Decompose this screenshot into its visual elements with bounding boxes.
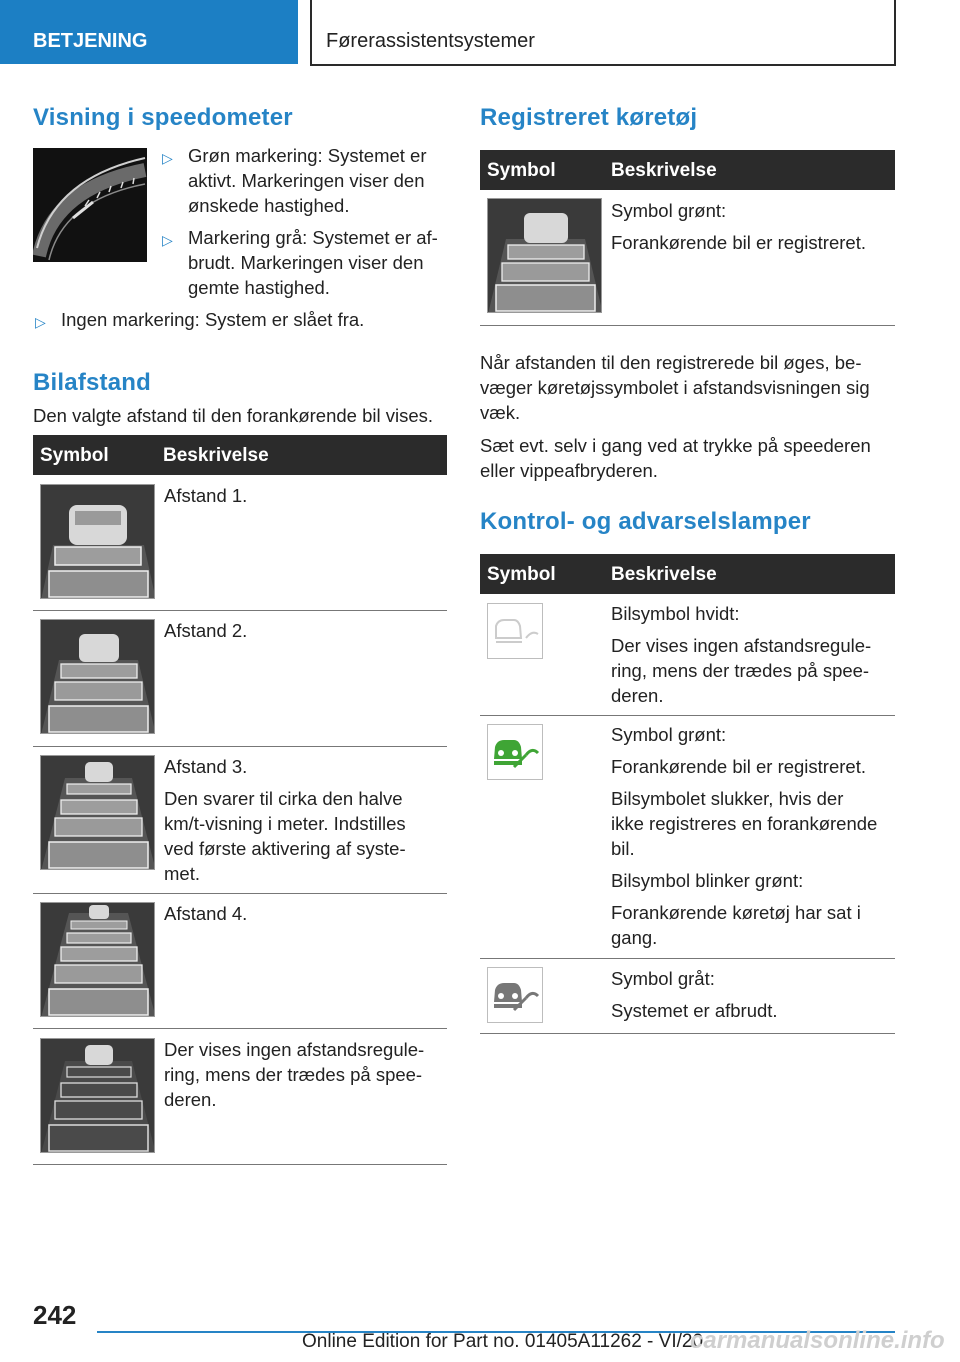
row-divider	[33, 610, 447, 611]
col-description: Beskrivelse	[611, 564, 717, 585]
col-description: Beskrivelse	[163, 445, 269, 466]
speedometer-image	[33, 148, 147, 262]
col-symbol: Symbol	[40, 445, 109, 466]
col-description: Beskrivelse	[611, 160, 717, 181]
row-divider	[480, 325, 895, 326]
row-divider	[33, 1164, 447, 1165]
bullet-text: Markering grå: Systemet er af- brudt. Markeringen viser den gemte hastighed.	[188, 227, 438, 298]
col-symbol: Symbol	[487, 564, 556, 585]
heading-speedometer: Visning i speedometer	[33, 104, 293, 131]
paragraph: Når afstanden til den registrerede bil øges, be- væger køretøjssymbolet i afstandsvisningen sig væk.	[480, 352, 870, 423]
car-grey-icon	[487, 967, 543, 1023]
row-divider	[33, 746, 447, 747]
row-desc: Symbol gråt: Systemet er afbrudt.	[611, 968, 778, 1021]
row-desc: Afstand 4.	[164, 903, 248, 924]
row-divider	[480, 958, 895, 959]
bullet-text: Grøn markering: Systemet er aktivt. Markeringen viser den ønskede hastighed.	[188, 145, 427, 216]
row-desc: Afstand 2.	[164, 620, 248, 641]
bilafstand-intro: Den valgte afstand til den forankørende bil vises.	[33, 405, 434, 426]
bullet-icon: ▷	[162, 150, 173, 166]
distance-none-image	[40, 1038, 155, 1153]
heading-bilafstand: Bilafstand	[33, 369, 152, 396]
car-white-icon	[487, 603, 543, 659]
row-desc: Bilsymbol hvidt: Der vises ingen afstandsregule- ring, mens der trædes på spee- deren.	[611, 603, 872, 706]
row-desc: Symbol grønt: Forankørende bil er registreret.	[611, 200, 866, 253]
table-header	[480, 554, 895, 594]
row-desc: Symbol grønt: Forankørende bil er registreret. Bilsymbolet slukker, hvis der ikke registreres en forankørende bil. Bilsymbol blinker grønt: Forankørende køretøj har sat i gang.	[611, 724, 878, 948]
row-divider	[480, 1033, 895, 1034]
bullet-icon: ▷	[162, 232, 173, 248]
edition-text: Online Edition for Part no. 01405A11262 - VI/20	[302, 1331, 704, 1352]
chapter-label: Førerassistentsystemer	[326, 30, 535, 52]
row-divider	[33, 1028, 447, 1029]
row-desc: Afstand 3. Den svarer til cirka den halve km/t-visning i meter. Indstilles ved første aktivering af syste- met.	[164, 756, 406, 884]
table-header	[33, 435, 447, 475]
distance-3-image	[40, 755, 155, 870]
heading-registreret: Registreret køretøj	[480, 104, 698, 131]
registered-vehicle-image	[487, 198, 602, 313]
row-desc: Der vises ingen afstandsregule- ring, mens der trædes på spee- deren.	[164, 1039, 425, 1110]
distance-4-image	[40, 902, 155, 1017]
page-number: 242	[33, 1300, 77, 1330]
bullet-text: Ingen markering: System er slået fra.	[61, 309, 365, 330]
watermark: carmanualsonline.info	[690, 1327, 945, 1354]
row-desc: Afstand 1.	[164, 485, 248, 506]
paragraph: Sæt evt. selv i gang ved at trykke på speederen eller vippeafbryderen.	[480, 435, 871, 481]
section-label: BETJENING	[33, 30, 148, 52]
chapter-tab	[310, 0, 896, 66]
row-divider	[480, 715, 895, 716]
distance-1-image	[40, 484, 155, 599]
heading-kontrol: Kontrol- og advarselslamper	[480, 508, 811, 535]
bullet-icon: ▷	[35, 314, 46, 330]
section-tab	[0, 0, 298, 64]
col-symbol: Symbol	[487, 160, 556, 181]
table-header	[480, 150, 895, 190]
distance-2-image	[40, 619, 155, 734]
car-green-icon	[487, 724, 543, 780]
row-divider	[33, 893, 447, 894]
